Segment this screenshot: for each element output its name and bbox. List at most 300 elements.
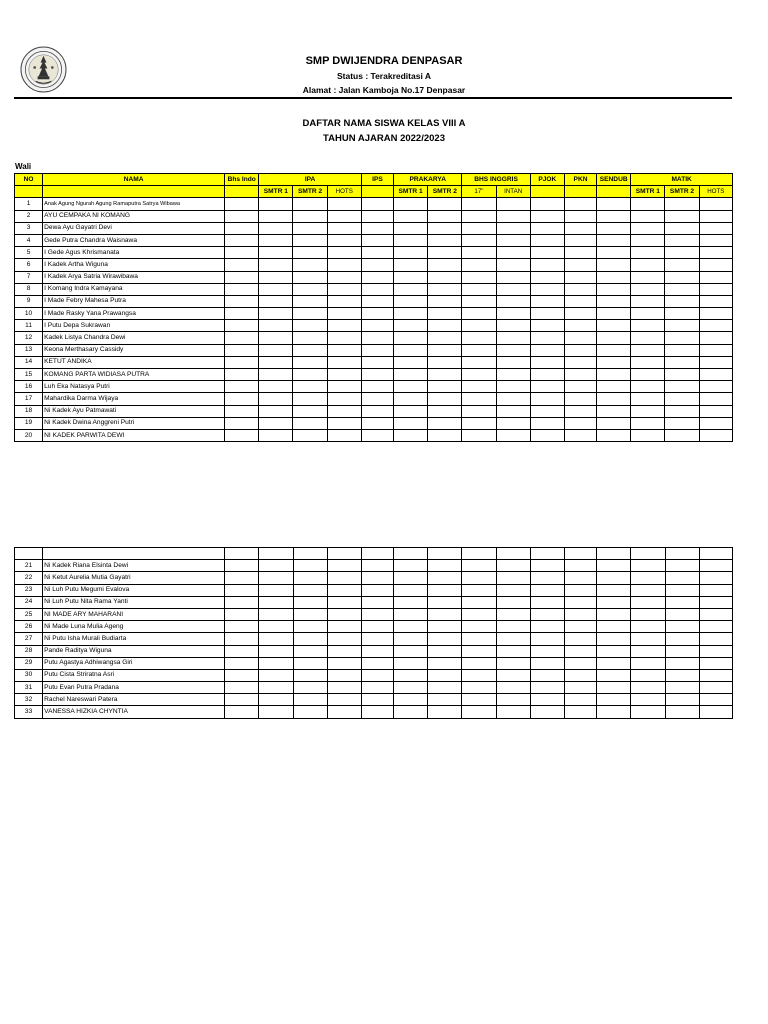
- grade-cell[interactable]: [699, 222, 732, 234]
- grade-cell[interactable]: [699, 405, 732, 417]
- grade-cell[interactable]: [462, 369, 496, 381]
- grade-cell[interactable]: [565, 657, 597, 669]
- grade-cell[interactable]: [496, 645, 530, 657]
- grade-cell[interactable]: [259, 694, 293, 706]
- grade-cell[interactable]: [665, 596, 699, 608]
- grade-cell[interactable]: [699, 429, 732, 441]
- grade-cell[interactable]: [530, 633, 564, 645]
- grade-cell[interactable]: [665, 210, 699, 222]
- grade-cell[interactable]: [361, 320, 393, 332]
- grade-cell[interactable]: [225, 645, 259, 657]
- grade-cell[interactable]: [361, 645, 393, 657]
- grade-cell[interactable]: [225, 393, 259, 405]
- grade-cell[interactable]: [225, 295, 259, 307]
- grade-cell[interactable]: [530, 596, 564, 608]
- grade-cell[interactable]: [597, 344, 631, 356]
- grade-cell[interactable]: [665, 332, 699, 344]
- grade-cell[interactable]: [564, 283, 596, 295]
- grade-cell[interactable]: [530, 222, 564, 234]
- grade-cell[interactable]: [428, 259, 462, 271]
- grade-cell[interactable]: [597, 669, 631, 681]
- grade-cell[interactable]: [597, 259, 631, 271]
- grade-cell[interactable]: [327, 560, 361, 572]
- grade-cell[interactable]: [327, 608, 361, 620]
- grade-cell[interactable]: [564, 393, 596, 405]
- grade-cell[interactable]: [327, 633, 361, 645]
- grade-cell[interactable]: [361, 548, 393, 560]
- grade-cell[interactable]: [428, 295, 462, 307]
- grade-cell[interactable]: [462, 295, 496, 307]
- grade-cell[interactable]: [293, 198, 327, 210]
- grade-cell[interactable]: [665, 234, 699, 246]
- grade-cell[interactable]: [496, 344, 530, 356]
- grade-cell[interactable]: [564, 308, 596, 320]
- grade-cell[interactable]: [428, 320, 462, 332]
- grade-cell[interactable]: [530, 645, 564, 657]
- grade-cell[interactable]: [530, 271, 564, 283]
- grade-cell[interactable]: [394, 332, 428, 344]
- grade-cell[interactable]: [496, 356, 530, 368]
- grade-cell[interactable]: [225, 621, 259, 633]
- grade-cell[interactable]: [394, 259, 428, 271]
- grade-cell[interactable]: [631, 332, 665, 344]
- grade-cell[interactable]: [631, 548, 665, 560]
- grade-cell[interactable]: [631, 271, 665, 283]
- grade-cell[interactable]: [327, 694, 361, 706]
- grade-cell[interactable]: [597, 381, 631, 393]
- grade-cell[interactable]: [597, 633, 631, 645]
- grade-cell[interactable]: [293, 271, 327, 283]
- grade-cell[interactable]: [428, 332, 462, 344]
- grade-cell[interactable]: [631, 247, 665, 259]
- grade-cell[interactable]: [225, 210, 259, 222]
- grade-cell[interactable]: [259, 393, 293, 405]
- grade-cell[interactable]: [327, 234, 361, 246]
- grade-cell[interactable]: [225, 429, 259, 441]
- grade-cell[interactable]: [530, 308, 564, 320]
- grade-cell[interactable]: [530, 405, 564, 417]
- grade-cell[interactable]: [327, 621, 361, 633]
- grade-cell[interactable]: [327, 198, 361, 210]
- grade-cell[interactable]: [564, 271, 596, 283]
- grade-cell[interactable]: [394, 344, 428, 356]
- grade-cell[interactable]: [496, 548, 530, 560]
- grade-cell[interactable]: [361, 560, 393, 572]
- grade-cell[interactable]: [597, 320, 631, 332]
- grade-cell[interactable]: [327, 584, 361, 596]
- grade-cell[interactable]: [225, 417, 259, 429]
- grade-cell[interactable]: [259, 381, 293, 393]
- grade-cell[interactable]: [225, 405, 259, 417]
- grade-cell[interactable]: [496, 198, 530, 210]
- grade-cell[interactable]: [631, 584, 665, 596]
- grade-cell[interactable]: [530, 198, 564, 210]
- grade-cell[interactable]: [259, 283, 293, 295]
- grade-cell[interactable]: [259, 198, 293, 210]
- grade-cell[interactable]: [496, 417, 530, 429]
- grade-cell[interactable]: [496, 560, 530, 572]
- grade-cell[interactable]: [361, 621, 393, 633]
- grade-cell[interactable]: [496, 621, 530, 633]
- grade-cell[interactable]: [259, 234, 293, 246]
- grade-cell[interactable]: [293, 393, 327, 405]
- grade-cell[interactable]: [597, 548, 631, 560]
- grade-cell[interactable]: [530, 283, 564, 295]
- grade-cell[interactable]: [225, 572, 259, 584]
- grade-cell[interactable]: [293, 657, 327, 669]
- grade-cell[interactable]: [428, 247, 462, 259]
- grade-cell[interactable]: [665, 706, 699, 718]
- grade-cell[interactable]: [597, 198, 631, 210]
- grade-cell[interactable]: [428, 356, 462, 368]
- grade-cell[interactable]: [293, 572, 327, 584]
- grade-cell[interactable]: [530, 669, 564, 681]
- grade-cell[interactable]: [631, 633, 665, 645]
- grade-cell[interactable]: [394, 694, 428, 706]
- grade-cell[interactable]: [225, 247, 259, 259]
- grade-cell[interactable]: [428, 584, 462, 596]
- grade-cell[interactable]: [496, 669, 530, 681]
- grade-cell[interactable]: [293, 320, 327, 332]
- grade-cell[interactable]: [259, 320, 293, 332]
- grade-cell[interactable]: [665, 405, 699, 417]
- grade-cell[interactable]: [361, 259, 393, 271]
- grade-cell[interactable]: [530, 369, 564, 381]
- grade-cell[interactable]: [665, 548, 699, 560]
- grade-cell[interactable]: [428, 633, 462, 645]
- grade-cell[interactable]: [293, 259, 327, 271]
- grade-cell[interactable]: [496, 584, 530, 596]
- grade-cell[interactable]: [462, 417, 496, 429]
- grade-cell[interactable]: [428, 657, 462, 669]
- grade-cell[interactable]: [361, 584, 393, 596]
- grade-cell[interactable]: [699, 560, 732, 572]
- grade-cell[interactable]: [327, 596, 361, 608]
- grade-cell[interactable]: [699, 271, 732, 283]
- grade-cell[interactable]: [259, 429, 293, 441]
- grade-cell[interactable]: [327, 381, 361, 393]
- grade-cell[interactable]: [699, 283, 732, 295]
- grade-cell[interactable]: [699, 572, 732, 584]
- grade-cell[interactable]: [699, 247, 732, 259]
- grade-cell[interactable]: [699, 633, 732, 645]
- grade-cell[interactable]: [462, 621, 496, 633]
- grade-cell[interactable]: [327, 657, 361, 669]
- grade-cell[interactable]: [259, 344, 293, 356]
- grade-cell[interactable]: [665, 247, 699, 259]
- grade-cell[interactable]: [327, 682, 361, 694]
- grade-cell[interactable]: [631, 222, 665, 234]
- grade-cell[interactable]: [631, 694, 665, 706]
- grade-cell[interactable]: [428, 429, 462, 441]
- grade-cell[interactable]: [327, 393, 361, 405]
- grade-cell[interactable]: [496, 332, 530, 344]
- grade-cell[interactable]: [259, 584, 293, 596]
- grade-cell[interactable]: [394, 381, 428, 393]
- grade-cell[interactable]: [462, 308, 496, 320]
- grade-cell[interactable]: [361, 417, 393, 429]
- grade-cell[interactable]: [259, 332, 293, 344]
- grade-cell[interactable]: [597, 417, 631, 429]
- grade-cell[interactable]: [327, 645, 361, 657]
- grade-cell[interactable]: [496, 259, 530, 271]
- grade-cell[interactable]: [428, 271, 462, 283]
- grade-cell[interactable]: [259, 657, 293, 669]
- grade-cell[interactable]: [665, 417, 699, 429]
- grade-cell[interactable]: [462, 356, 496, 368]
- grade-cell[interactable]: [631, 657, 665, 669]
- grade-cell[interactable]: [428, 393, 462, 405]
- grade-cell[interactable]: [699, 417, 732, 429]
- grade-cell[interactable]: [428, 645, 462, 657]
- grade-cell[interactable]: [428, 405, 462, 417]
- grade-cell[interactable]: [631, 234, 665, 246]
- grade-cell[interactable]: [564, 198, 596, 210]
- grade-cell[interactable]: [699, 657, 732, 669]
- grade-cell[interactable]: [293, 222, 327, 234]
- grade-cell[interactable]: [462, 572, 496, 584]
- grade-cell[interactable]: [565, 621, 597, 633]
- grade-cell[interactable]: [565, 608, 597, 620]
- grade-cell[interactable]: [597, 429, 631, 441]
- grade-cell[interactable]: [699, 645, 732, 657]
- grade-cell[interactable]: [462, 405, 496, 417]
- grade-cell[interactable]: [428, 234, 462, 246]
- grade-cell[interactable]: [565, 706, 597, 718]
- grade-cell[interactable]: [293, 621, 327, 633]
- grade-cell[interactable]: [361, 295, 393, 307]
- grade-cell[interactable]: [293, 669, 327, 681]
- grade-cell[interactable]: [293, 332, 327, 344]
- grade-cell[interactable]: [428, 198, 462, 210]
- grade-cell[interactable]: [665, 572, 699, 584]
- grade-cell[interactable]: [530, 393, 564, 405]
- grade-cell[interactable]: [631, 560, 665, 572]
- grade-cell[interactable]: [428, 210, 462, 222]
- grade-cell[interactable]: [631, 572, 665, 584]
- grade-cell[interactable]: [327, 210, 361, 222]
- grade-cell[interactable]: [631, 283, 665, 295]
- grade-cell[interactable]: [394, 429, 428, 441]
- grade-cell[interactable]: [394, 657, 428, 669]
- grade-cell[interactable]: [699, 596, 732, 608]
- grade-cell[interactable]: [597, 645, 631, 657]
- grade-cell[interactable]: [293, 429, 327, 441]
- grade-cell[interactable]: [361, 393, 393, 405]
- grade-cell[interactable]: [665, 669, 699, 681]
- grade-cell[interactable]: [496, 369, 530, 381]
- grade-cell[interactable]: [361, 633, 393, 645]
- grade-cell[interactable]: [462, 222, 496, 234]
- grade-cell[interactable]: [327, 706, 361, 718]
- grade-cell[interactable]: [293, 548, 327, 560]
- grade-cell[interactable]: [597, 393, 631, 405]
- grade-cell[interactable]: [327, 429, 361, 441]
- grade-cell[interactable]: [225, 320, 259, 332]
- grade-cell[interactable]: [597, 247, 631, 259]
- grade-cell[interactable]: [462, 633, 496, 645]
- grade-cell[interactable]: [699, 332, 732, 344]
- grade-cell[interactable]: [564, 222, 596, 234]
- grade-cell[interactable]: [496, 682, 530, 694]
- grade-cell[interactable]: [394, 560, 428, 572]
- grade-cell[interactable]: [631, 381, 665, 393]
- grade-cell[interactable]: [394, 393, 428, 405]
- grade-cell[interactable]: [564, 369, 596, 381]
- grade-cell[interactable]: [665, 657, 699, 669]
- grade-cell[interactable]: [293, 645, 327, 657]
- grade-cell[interactable]: [530, 429, 564, 441]
- grade-cell[interactable]: [293, 210, 327, 222]
- grade-cell[interactable]: [394, 596, 428, 608]
- grade-cell[interactable]: [225, 694, 259, 706]
- grade-cell[interactable]: [597, 405, 631, 417]
- grade-cell[interactable]: [462, 283, 496, 295]
- grade-cell[interactable]: [293, 694, 327, 706]
- grade-cell[interactable]: [665, 295, 699, 307]
- grade-cell[interactable]: [699, 344, 732, 356]
- grade-cell[interactable]: [699, 608, 732, 620]
- grade-cell[interactable]: [327, 308, 361, 320]
- grade-cell[interactable]: [361, 608, 393, 620]
- grade-cell[interactable]: [665, 320, 699, 332]
- grade-cell[interactable]: [428, 621, 462, 633]
- grade-cell[interactable]: [259, 633, 293, 645]
- grade-cell[interactable]: [327, 356, 361, 368]
- grade-cell[interactable]: [462, 259, 496, 271]
- grade-cell[interactable]: [428, 548, 462, 560]
- grade-cell[interactable]: [530, 560, 564, 572]
- grade-cell[interactable]: [462, 596, 496, 608]
- grade-cell[interactable]: [564, 417, 596, 429]
- grade-cell[interactable]: [394, 356, 428, 368]
- grade-cell[interactable]: [530, 320, 564, 332]
- grade-cell[interactable]: [428, 283, 462, 295]
- grade-cell[interactable]: [293, 584, 327, 596]
- grade-cell[interactable]: [564, 405, 596, 417]
- grade-cell[interactable]: [327, 259, 361, 271]
- grade-cell[interactable]: [361, 356, 393, 368]
- grade-cell[interactable]: [597, 682, 631, 694]
- grade-cell[interactable]: [259, 271, 293, 283]
- grade-cell[interactable]: [699, 295, 732, 307]
- grade-cell[interactable]: [361, 669, 393, 681]
- grade-cell[interactable]: [293, 596, 327, 608]
- grade-cell[interactable]: [699, 694, 732, 706]
- grade-cell[interactable]: [259, 356, 293, 368]
- grade-cell[interactable]: [394, 198, 428, 210]
- grade-cell[interactable]: [394, 417, 428, 429]
- grade-cell[interactable]: [327, 295, 361, 307]
- grade-cell[interactable]: [530, 234, 564, 246]
- grade-cell[interactable]: [665, 271, 699, 283]
- grade-cell[interactable]: [293, 356, 327, 368]
- grade-cell[interactable]: [394, 369, 428, 381]
- grade-cell[interactable]: [462, 584, 496, 596]
- grade-cell[interactable]: [428, 669, 462, 681]
- grade-cell[interactable]: [564, 295, 596, 307]
- grade-cell[interactable]: [394, 283, 428, 295]
- grade-cell[interactable]: [565, 694, 597, 706]
- grade-cell[interactable]: [327, 572, 361, 584]
- grade-cell[interactable]: [665, 381, 699, 393]
- grade-cell[interactable]: [462, 332, 496, 344]
- grade-cell[interactable]: [597, 308, 631, 320]
- grade-cell[interactable]: [259, 706, 293, 718]
- grade-cell[interactable]: [665, 682, 699, 694]
- grade-cell[interactable]: [699, 369, 732, 381]
- grade-cell[interactable]: [225, 669, 259, 681]
- grade-cell[interactable]: [462, 706, 496, 718]
- grade-cell[interactable]: [225, 560, 259, 572]
- grade-cell[interactable]: [631, 295, 665, 307]
- grade-cell[interactable]: [428, 694, 462, 706]
- grade-cell[interactable]: [496, 694, 530, 706]
- grade-cell[interactable]: [597, 584, 631, 596]
- grade-cell[interactable]: [225, 259, 259, 271]
- grade-cell[interactable]: [665, 222, 699, 234]
- grade-cell[interactable]: [564, 320, 596, 332]
- grade-cell[interactable]: [394, 222, 428, 234]
- grade-cell[interactable]: [361, 682, 393, 694]
- grade-cell[interactable]: [361, 344, 393, 356]
- grade-cell[interactable]: [597, 283, 631, 295]
- grade-cell[interactable]: [597, 706, 631, 718]
- grade-cell[interactable]: [361, 381, 393, 393]
- grade-cell[interactable]: [361, 657, 393, 669]
- grade-cell[interactable]: [225, 356, 259, 368]
- grade-cell[interactable]: [394, 669, 428, 681]
- grade-cell[interactable]: [259, 405, 293, 417]
- grade-cell[interactable]: [361, 308, 393, 320]
- grade-cell[interactable]: [631, 682, 665, 694]
- grade-cell[interactable]: [665, 393, 699, 405]
- grade-cell[interactable]: [699, 308, 732, 320]
- grade-cell[interactable]: [665, 621, 699, 633]
- grade-cell[interactable]: [496, 608, 530, 620]
- grade-cell[interactable]: [496, 320, 530, 332]
- grade-cell[interactable]: [394, 247, 428, 259]
- grade-cell[interactable]: [327, 222, 361, 234]
- grade-cell[interactable]: [565, 596, 597, 608]
- grade-cell[interactable]: [665, 308, 699, 320]
- grade-cell[interactable]: [565, 572, 597, 584]
- grade-cell[interactable]: [225, 548, 259, 560]
- grade-cell[interactable]: [225, 234, 259, 246]
- grade-cell[interactable]: [565, 633, 597, 645]
- grade-cell[interactable]: [631, 198, 665, 210]
- grade-cell[interactable]: [631, 320, 665, 332]
- grade-cell[interactable]: [496, 405, 530, 417]
- grade-cell[interactable]: [631, 210, 665, 222]
- grade-cell[interactable]: [564, 429, 596, 441]
- grade-cell[interactable]: [462, 657, 496, 669]
- grade-cell[interactable]: [665, 645, 699, 657]
- grade-cell[interactable]: [564, 381, 596, 393]
- grade-cell[interactable]: [259, 259, 293, 271]
- grade-cell[interactable]: [565, 682, 597, 694]
- grade-cell[interactable]: [428, 417, 462, 429]
- grade-cell[interactable]: [293, 369, 327, 381]
- grade-cell[interactable]: [225, 332, 259, 344]
- grade-cell[interactable]: [597, 332, 631, 344]
- grade-cell[interactable]: [293, 608, 327, 620]
- grade-cell[interactable]: [530, 332, 564, 344]
- grade-cell[interactable]: [564, 344, 596, 356]
- grade-cell[interactable]: [530, 417, 564, 429]
- grade-cell[interactable]: [462, 548, 496, 560]
- grade-cell[interactable]: [361, 572, 393, 584]
